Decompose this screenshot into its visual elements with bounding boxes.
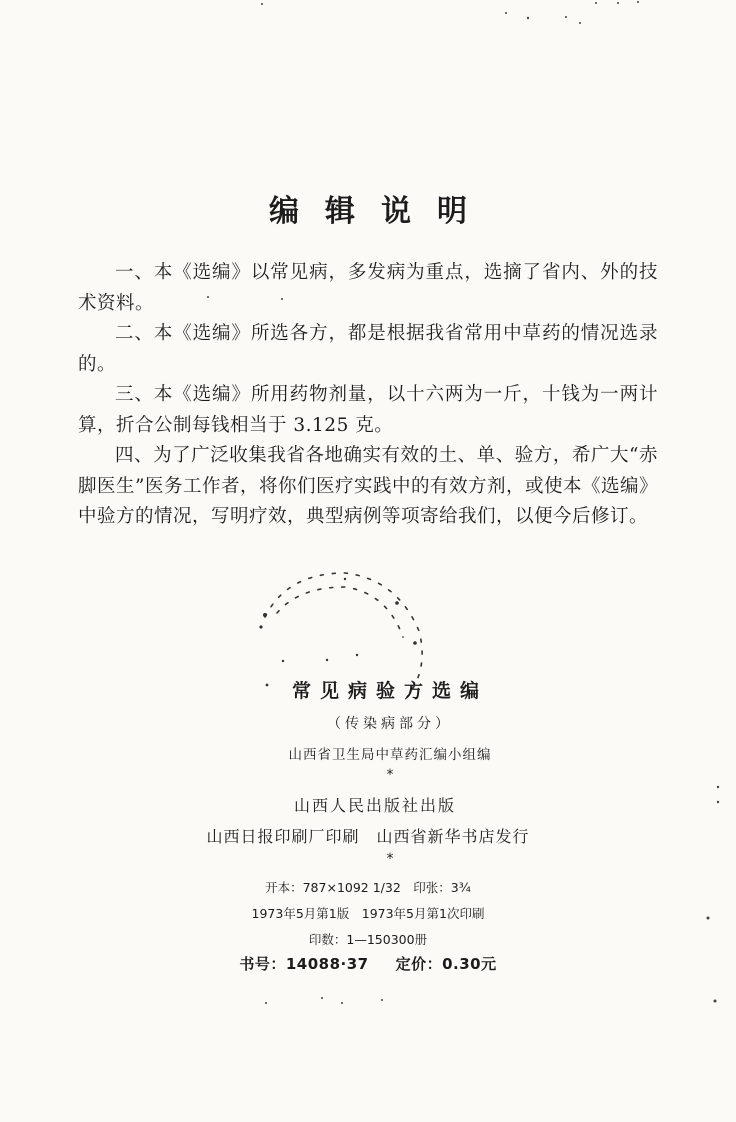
page-title: 编辑说明	[269, 194, 493, 229]
printer-distributor: 山西日报印刷厂印刷 山西省新华书店发行	[206, 827, 530, 846]
price: 定价：0.30元	[395, 955, 497, 973]
note-item: 二、本《选编》所选各方，都是根据我省常用中草药的情况选录的。	[78, 323, 658, 375]
colophon	[0, 676, 736, 974]
publisher: 山西人民出版社出版	[293, 796, 456, 815]
book-subtitle: （传染病部分）	[327, 716, 453, 732]
editorial-notes	[78, 258, 658, 533]
format-spec: 开本：787×1092 1/32 印张：3¾	[265, 880, 471, 895]
note-item: 三、本《选编》所用药物剂量，以十六两为一斤，十钱为一两计算，折合公制每钱相当于 3.125 克。	[78, 384, 658, 436]
compiler: 山西省卫生局中草药汇编小组编	[288, 747, 492, 763]
pricing-line	[0, 953, 736, 974]
note-item: 一、本《选编》以常见病，多发病为重点，选摘了省内、外的技术资料。	[78, 262, 658, 314]
book-number: 书号：14088·37	[239, 955, 369, 973]
book-title: 常见病验方选编	[291, 680, 488, 702]
edition-spec: 1973年5月第1版 1973年5月第1次印刷	[251, 906, 485, 921]
separator-star: *	[386, 851, 394, 867]
note-item: 四、为了广泛收集我省各地确实有效的土、单、验方，希广大“赤脚医生”医务工作者，将你们医疗实践中的有效方剂，或使本《选编》中验方的情况，写明疗效，典型病例等项寄给我们，以便今后修订。	[78, 445, 658, 527]
print-run: 印数：1—150300册	[308, 932, 428, 947]
print-specs	[0, 875, 736, 953]
separator-star: *	[386, 767, 394, 783]
